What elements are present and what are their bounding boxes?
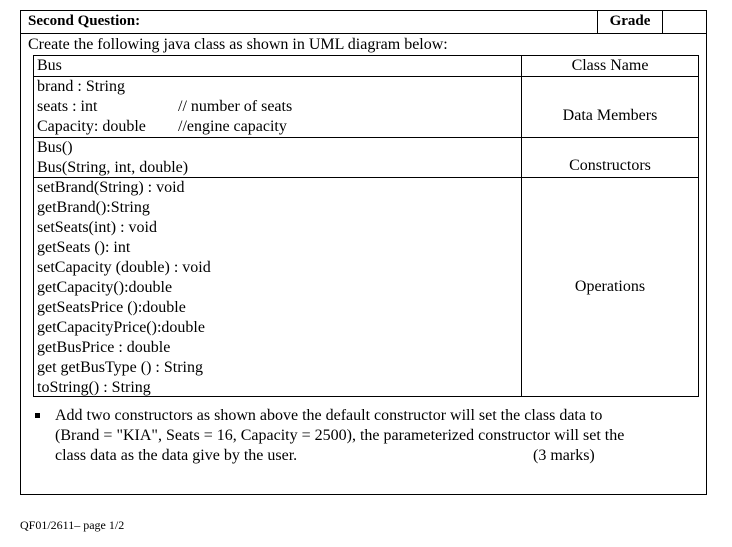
uml-operations [37,178,211,398]
uml-data-member-text: Capacity: double [37,118,146,135]
uml-data-members-label: Data Members [562,107,658,124]
uml-operation: getCapacityPrice():double [37,319,205,336]
uml-constructor: Bus(String, int, double) [37,159,189,176]
bullet-line-last [55,446,675,466]
uml-data-member [37,117,287,137]
grade-label: Grade [597,11,663,33]
bullet-text [55,406,675,466]
grade-box [662,11,706,33]
uml-operation: get getBusType () : String [37,359,203,376]
uml-data-member-comment: //engine capacity [178,118,287,135]
uml-operation: setSeats(int) : void [37,219,157,236]
uml-operation: getCapacity():double [37,279,173,296]
uml-diagram-table [33,55,699,397]
question-title: Second Question: [28,13,141,29]
uml-data-member [37,97,293,117]
uml-operation: getSeats (): int [37,239,131,256]
uml-data-member-comment: // number of seats [178,98,293,115]
uml-class-name: Bus [37,57,62,74]
uml-constructor: Bus() [37,139,73,156]
square-bullet-icon [35,413,40,418]
uml-data-member [37,77,146,97]
instruction-text: Create the following java class as shown in UML diagram below: [28,36,448,53]
marks-label: (3 marks) [533,447,595,464]
uml-data-members [37,77,293,137]
bullet-line: Add two constructors as shown above the default constructor will set the class data to [55,407,603,424]
uml-operation: getBrand():String [37,199,150,216]
uml-class-name-label: Class Name [571,57,649,74]
page-footer: QF01/2611– page 1/2 [20,518,125,532]
uml-operation: getBusPrice : double [37,339,171,356]
uml-operations-label: Operations [574,278,646,295]
uml-operation: setBrand(String) : void [37,179,185,196]
uml-operation: setCapacity (double) : void [37,259,211,276]
uml-data-member-text: brand : String [37,78,125,95]
uml-constructors [37,138,188,178]
uml-operation: getSeatsPrice ():double [37,299,186,316]
question-header [21,11,706,34]
bullet-line-text: class data as the data give by the user. [55,447,298,464]
bullet-line: (Brand = "KIA", Seats = 16, Capacity = 2500), the parameterized constructor will set the [55,427,625,444]
uml-operation: toString() : String [37,379,151,396]
uml-data-member-text: seats : int [37,98,98,115]
uml-constructors-label: Constructors [569,157,651,174]
